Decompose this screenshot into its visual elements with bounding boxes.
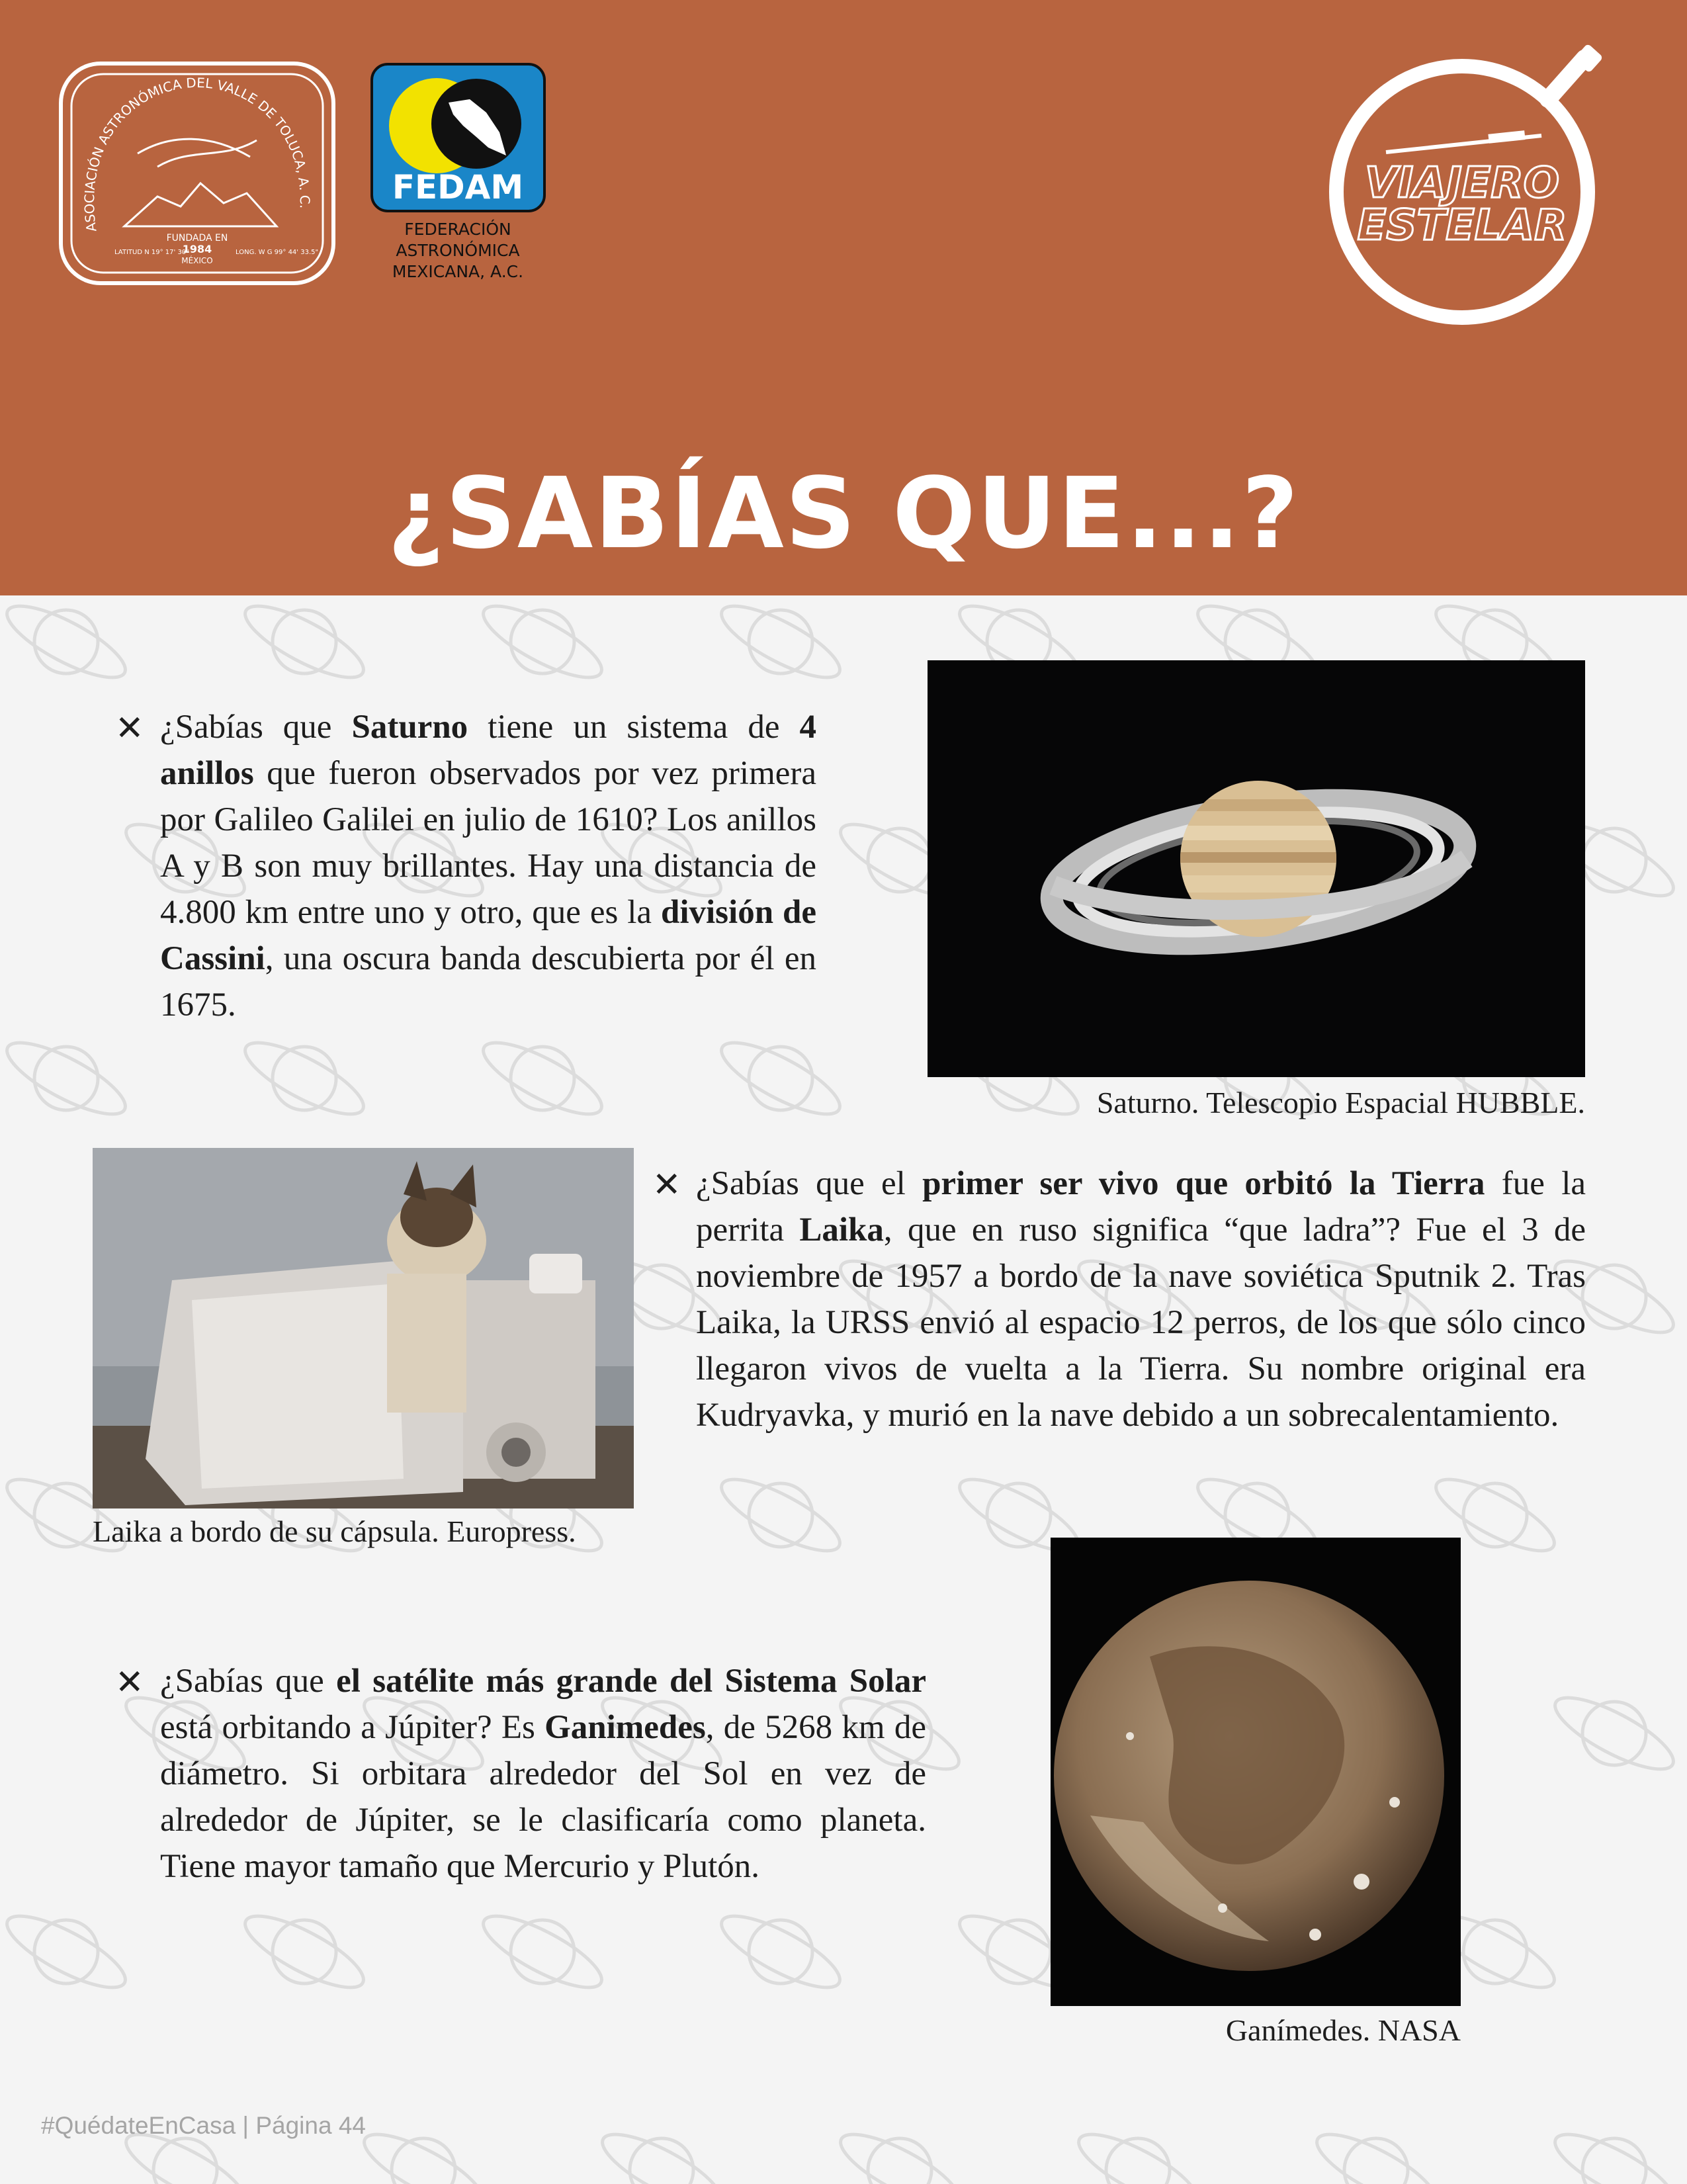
planet-watermark-icon bbox=[475, 595, 611, 690]
fedam-line2: ASTRONÓMICA bbox=[396, 241, 520, 260]
avt-place: MÉXICO bbox=[181, 256, 213, 265]
caption-saturn: Saturno. Telescopio Espacial HUBBLE. bbox=[1096, 1086, 1585, 1119]
planet-watermark-icon bbox=[0, 1903, 134, 2001]
avt-founded: FUNDADA EN bbox=[166, 233, 228, 243]
planet-watermark-icon bbox=[713, 1030, 849, 1127]
planet-watermark-icon bbox=[713, 1467, 849, 1564]
bold-phrase: primer ser vivo que orbitó la Tierra bbox=[922, 1165, 1485, 1202]
fedam-acronym: FEDAM bbox=[392, 168, 524, 206]
page-footer: #QuédateEnCasa | Página 44 bbox=[41, 2112, 366, 2139]
planet-watermark-icon bbox=[237, 595, 372, 690]
planet-watermark-icon bbox=[1547, 1685, 1682, 1782]
text-run: está orbitando a Júpiter? Es bbox=[160, 1709, 545, 1746]
text-run: ¿Sabías que bbox=[160, 1663, 337, 1700]
text-run: que fueron observados por vez primera por Galileo Galilei en julio de 1610? Los anillos A y B son muy brillantes. Hay una distancia de 4.800 km entre uno y otro, que es la bbox=[160, 755, 816, 931]
planet-watermark-icon bbox=[0, 1030, 134, 1127]
caption-laika: Laika a bordo de su cápsula. Europress. bbox=[93, 1514, 576, 1548]
caption-ganymede: Ganímedes. NASA bbox=[1225, 2013, 1461, 2047]
bold-phrase: Laika bbox=[799, 1211, 884, 1248]
planet-watermark-icon bbox=[594, 2122, 730, 2184]
avt-latitude: LATITUD N 19° 17' 30" bbox=[114, 249, 189, 256]
planet-watermark-icon bbox=[237, 1903, 372, 2001]
ganymede-image bbox=[1051, 1538, 1461, 2006]
fedam-line1: FEDERACIÓN bbox=[404, 220, 511, 239]
viajero-line2: ESTELAR bbox=[1357, 201, 1567, 250]
text-run: ¿Sabías que el bbox=[696, 1165, 923, 1202]
laika-image bbox=[93, 1148, 634, 1508]
bold-phrase: 4 anillos bbox=[160, 709, 816, 792]
planet-watermark-icon bbox=[1547, 2122, 1682, 2184]
planet-watermark-icon bbox=[475, 1903, 611, 2001]
text-run: , una oscura banda descubierta por él en 1675. bbox=[160, 940, 816, 1024]
text-run: , de 5268 km de diámetro. Si orbitara alrededor del Sol en vez de alrededor de Júpiter, se le clasificaría como planeta. Tiene mayor tamaño que Mercurio y Plutón. bbox=[160, 1709, 926, 1885]
viajero-estelar-logo bbox=[1323, 40, 1614, 331]
planet-watermark-icon bbox=[832, 2122, 968, 2184]
bullet-icon: ✕ bbox=[115, 1663, 144, 1702]
planet-watermark-icon bbox=[356, 2122, 492, 2184]
avt-association-logo bbox=[58, 61, 336, 286]
viajero-line1: VIAJERO bbox=[1364, 159, 1560, 208]
text-run: ¿Sabías que bbox=[160, 709, 352, 746]
avt-ring-text: ASOCIACIÓN ASTRONÓMICA DEL VALLE DE TOLUCA, A. C. bbox=[81, 74, 313, 233]
planet-watermark-icon bbox=[713, 1903, 849, 2001]
avt-longitude: LONG. W G 99° 44' 33.5" bbox=[236, 249, 319, 256]
planet-watermark-icon bbox=[713, 595, 849, 690]
bullet-icon: ✕ bbox=[115, 709, 144, 748]
saturn-image bbox=[928, 660, 1585, 1077]
planet-watermark-icon bbox=[0, 595, 134, 690]
bold-phrase: Ganimedes bbox=[544, 1709, 706, 1746]
avt-year: 1984 bbox=[182, 243, 212, 255]
bold-phrase: división de Cassini bbox=[160, 894, 816, 977]
text-run: , que en ruso significa “que ladra”? Fue el 3 de noviembre de 1957 a bordo de la nave soviética Sputnik 2. Tras Laika, la URSS envió al espacio 12 perros, de los que sólo cinco llegaron vivos de vuelta a la Tierra. Su nombre original era Kudryavka, y murió en la nave debido a un sobrecalentamiento. bbox=[696, 1211, 1586, 1434]
fact-ganymede-text bbox=[160, 1658, 926, 1890]
planet-watermark-icon bbox=[1070, 2122, 1206, 2184]
fedam-line3: MEXICANA, A.C. bbox=[392, 262, 524, 281]
planet-watermark-icon bbox=[1309, 2122, 1444, 2184]
text-run: fue la perrita bbox=[696, 1165, 1586, 1248]
page-title: ¿SABÍAS QUE...? bbox=[387, 457, 1300, 570]
fact-saturn-text bbox=[160, 704, 816, 1028]
bold-phrase: Saturno bbox=[351, 709, 468, 746]
planet-watermark-icon bbox=[475, 1030, 611, 1127]
bold-phrase: el satélite más grande del Sistema Solar bbox=[336, 1663, 926, 1700]
planet-watermark-icon bbox=[237, 1030, 372, 1127]
text-run: tiene un sistema de bbox=[468, 709, 800, 746]
fedam-logo bbox=[370, 63, 546, 288]
bullet-icon: ✕ bbox=[652, 1165, 681, 1205]
fact-laika-text bbox=[696, 1160, 1586, 1438]
